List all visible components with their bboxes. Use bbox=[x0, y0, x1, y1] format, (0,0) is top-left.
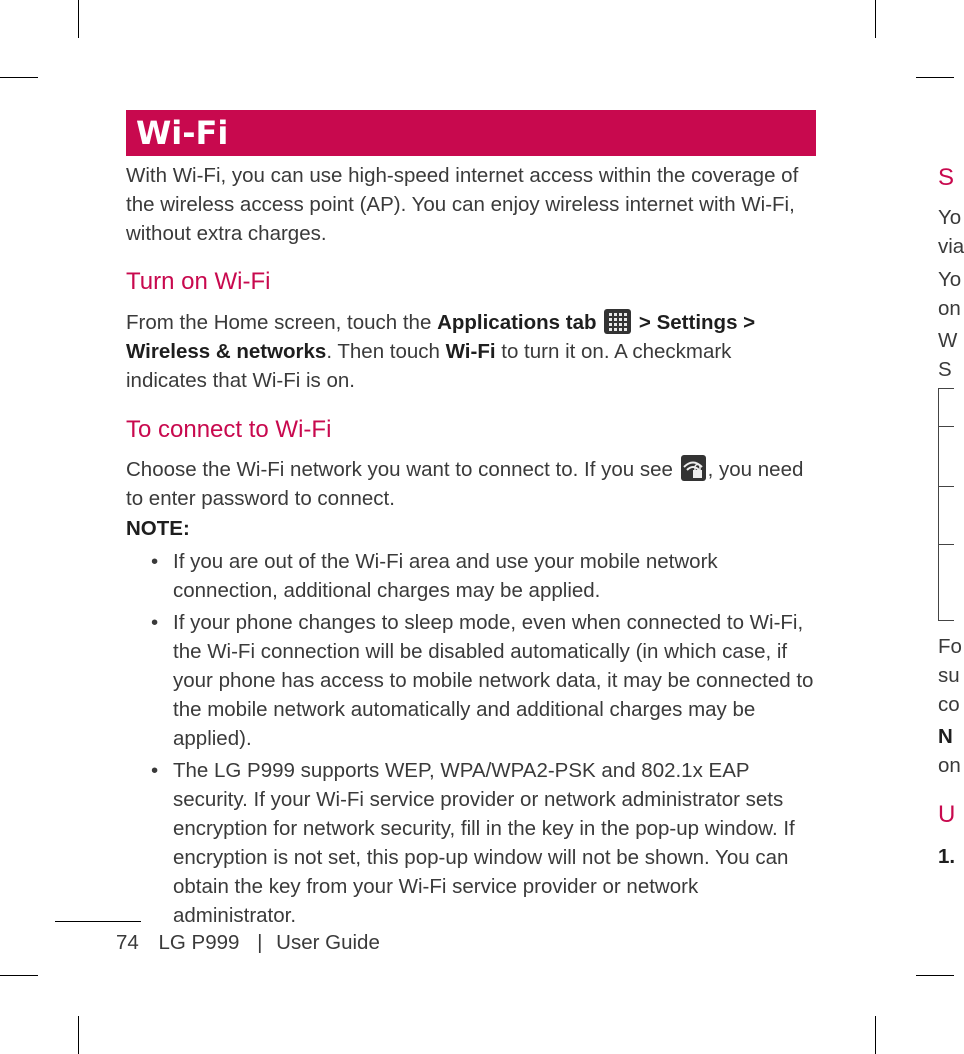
crop-mark bbox=[0, 77, 38, 78]
list-item: • The LG P999 supports WEP, WPA/WPA2-PSK and 802.1x EAP security. If your Wi-Fi service provider or network administrator sets encryption for network security, fill in the key in the pop-up window. If encryption is not set, this pop-up window will not be shown. You can obtain the key from your Wi-Fi service provider or network administrator. bbox=[126, 756, 816, 930]
section-heading-connect: To connect to Wi-Fi bbox=[126, 416, 332, 443]
right-page-note: N bbox=[938, 725, 953, 748]
crop-mark bbox=[916, 975, 954, 976]
instruction-text: From the Home screen, touch the bbox=[126, 311, 438, 334]
right-page-step: 1. bbox=[938, 845, 956, 868]
crop-mark bbox=[875, 1016, 876, 1054]
table-border bbox=[938, 544, 954, 545]
instruction-text: . Then touch bbox=[326, 340, 446, 363]
section-heading-turn-on: Turn on Wi-Fi bbox=[126, 268, 271, 295]
applications-grid-icon bbox=[604, 309, 631, 334]
applications-tab-label: Applications tab bbox=[437, 311, 597, 334]
intro-block bbox=[126, 161, 816, 248]
wifi-label: Wi-Fi bbox=[445, 340, 496, 363]
crop-mark bbox=[0, 975, 38, 976]
instruction-text: to turn it on. A checkmark indicates that Wi-Fi is on. bbox=[126, 340, 732, 392]
right-page-line: Yo bbox=[938, 268, 962, 291]
footer-rule bbox=[55, 921, 141, 922]
list-item: • If your phone changes to sleep mode, even when connected to Wi-Fi, the Wi-Fi connection will be disabled automatically (in which case, if your phone has access to mobile network data, it may be connected to the mobile network automatically and additional charges may be applied). bbox=[126, 608, 816, 753]
intro-text: With Wi-Fi, you can use high-speed internet access within the coverage of the wireless access point (AP). You can enjoy wireless internet with Wi-Fi, without extra charges. bbox=[126, 164, 799, 245]
right-page-line: S bbox=[938, 358, 952, 381]
right-page-line: W bbox=[938, 329, 958, 352]
page-footer bbox=[116, 929, 384, 957]
right-page-line: on bbox=[938, 754, 961, 777]
notes-list bbox=[126, 547, 816, 930]
right-page-heading: S bbox=[938, 164, 955, 191]
secured-wifi-icon bbox=[681, 455, 706, 481]
title-banner bbox=[126, 110, 816, 156]
right-page-line: co bbox=[938, 693, 960, 716]
list-item: • If you are out of the Wi-Fi area and use your mobile network connection, additional charges may be applied. bbox=[126, 547, 816, 605]
right-page-line: su bbox=[938, 664, 960, 687]
right-page-line: on bbox=[938, 297, 961, 320]
product-name: LG P999 bbox=[158, 931, 240, 954]
connect-text: Choose the Wi-Fi network you want to connect to. If you see bbox=[126, 458, 679, 481]
crop-mark bbox=[916, 77, 954, 78]
crop-mark bbox=[78, 0, 79, 38]
footer-separator: | bbox=[257, 931, 263, 954]
right-page-line: via bbox=[938, 235, 964, 258]
guide-name: User Guide bbox=[276, 931, 380, 954]
right-page-line: Yo bbox=[938, 206, 962, 229]
table-border bbox=[938, 388, 954, 389]
page-title: Wi-Fi bbox=[136, 114, 229, 152]
table-border bbox=[938, 620, 954, 621]
crop-mark bbox=[78, 1016, 79, 1054]
crop-mark bbox=[875, 0, 876, 38]
right-page-line: Fo bbox=[938, 635, 962, 658]
right-page-heading: U bbox=[938, 801, 956, 828]
settings-path-label: > Settings > Wireless & networks bbox=[126, 311, 756, 363]
turn-on-instructions bbox=[126, 308, 816, 395]
note-label: NOTE: bbox=[126, 517, 190, 540]
connect-text: , you need to enter password to connect. bbox=[126, 458, 804, 510]
table-border bbox=[938, 426, 954, 427]
connect-block bbox=[126, 455, 816, 930]
table-border bbox=[938, 486, 954, 487]
table-border bbox=[938, 388, 939, 621]
page-number: 74 bbox=[116, 931, 139, 954]
